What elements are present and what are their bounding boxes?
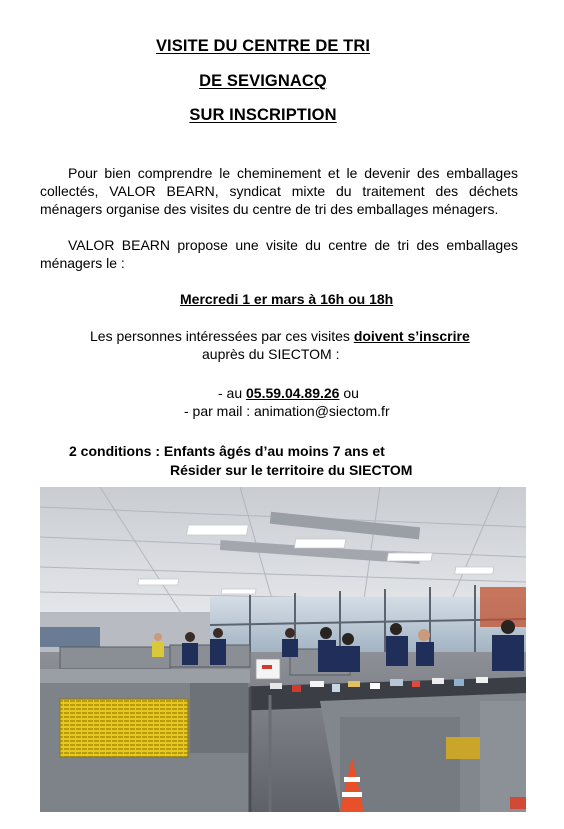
registration-text: Les personnes intéressées par ces visites: [90, 328, 354, 344]
registration-contact-label: auprès du SIECTOM :: [202, 346, 340, 362]
intro-paragraph-1: [40, 164, 518, 218]
title-line-3: SUR INSCRIPTION: [189, 106, 337, 124]
registration-required: doivent s’inscrire: [353, 328, 470, 344]
event-date: Mercredi 1 er mars à 16h ou 18h: [180, 291, 394, 307]
sorting-center-photo: [40, 487, 526, 812]
title-line-2: DE SEVIGNACQ: [199, 72, 327, 90]
phone-prefix: - au: [218, 385, 247, 401]
phone-line: [218, 384, 359, 402]
conditions-line-1: 2 conditions : Enfants âgés d’au moins 7 ans et: [69, 443, 385, 459]
phone-suffix: ou: [339, 385, 359, 401]
phone-number: 05.59.04.89.26: [246, 385, 340, 401]
mail-line: - par mail : animation@siectom.fr: [184, 403, 390, 419]
registration-line: [90, 327, 470, 345]
intro-paragraph-2-text: VALOR BEARN propose une visite du centre de tri des emballages ménagers le :: [40, 237, 518, 271]
intro-paragraph-1-text: Pour bien comprendre le cheminement et le devenir des emballages collectés, VALOR BEARN, syndicat mixte du traitement des déchets ménagers organise des visites du centre de tri des emballages ménagers.: [40, 165, 518, 217]
conditions-line-2: Résider sur le territoire du SIECTOM: [170, 462, 413, 478]
title-line-1: VISITE DU CENTRE DE TRI: [155, 37, 371, 55]
intro-paragraph-2: [40, 236, 518, 272]
